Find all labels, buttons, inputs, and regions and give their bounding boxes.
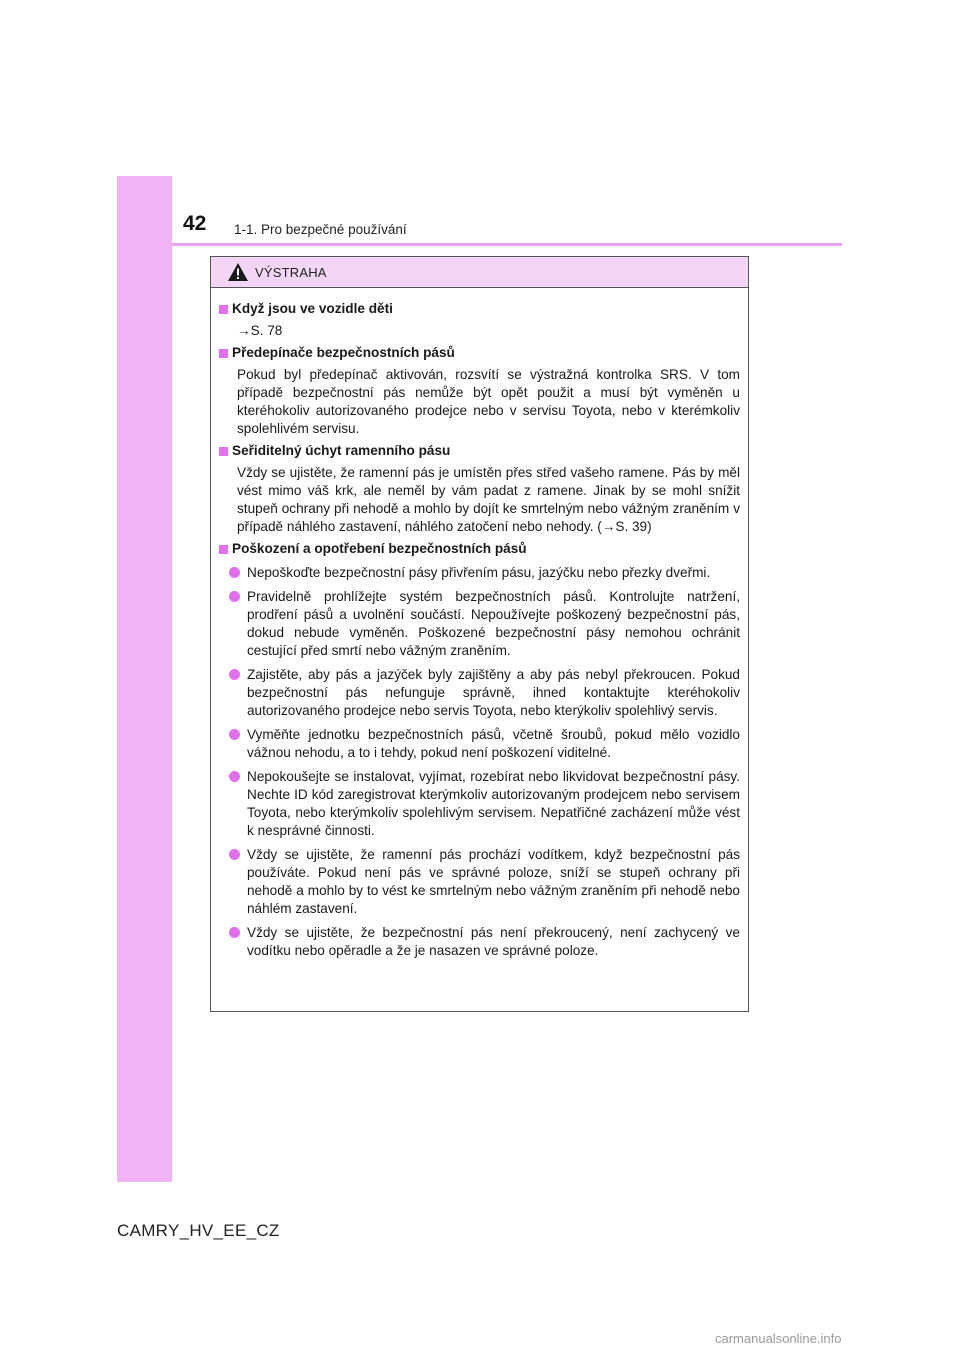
square-bullet-icon (219, 447, 228, 456)
list-item: Nepoškoďte bezpečnostní pásy přivřením pásu, jazýčku nebo přezky dveřmi. (229, 564, 740, 582)
warning-label: VÝSTRAHA (255, 265, 327, 280)
block-title-pretensioners: Předepínače bezpečnostních pásů (219, 344, 740, 362)
list-item: Pravidelně prohlížejte systém bezpečnostních pásů. Kontrolujte natržení, prodření pásů a uvolnění součástí. Nepoužívejte poškozený bezpečnostní pás, dokud nebude vyměněn. Poškozené bezpečnostní pásy nemohou ochránit cestující před smrtí nebo vážným zraněním. (229, 588, 740, 660)
page-reference: →S. 78 (237, 323, 283, 338)
paragraph-shoulder-anchor: Vždy se ujistěte, že ramenní pás je umístěn přes střed vašeho ramene. Pás by měl vést mimo váš krk, ale neměl by vám padat z ramene. Jinak by se mohl snížit stupeň ochrany při nehodě a mohlo by dojít ke smrtelným nebo vážným zraněním v případě náhlého zastavení, náhlého zatočení nebo nehody. (→S. 39) (237, 465, 740, 534)
square-bullet-icon (219, 305, 228, 314)
square-bullet-icon (219, 349, 228, 358)
document-code: CAMRY_HV_EE_CZ (117, 1221, 280, 1240)
round-bullet-icon (229, 669, 240, 680)
round-bullet-icon (229, 591, 240, 602)
warning-header (211, 257, 748, 288)
warning-body (211, 288, 748, 960)
warning-box (210, 256, 749, 1012)
paragraph-pretensioners: Pokud byl předepínač aktivován, rozsvítí se výstražná kontrolka SRS. V tom případě bezpečnostní pás nemůže být opět použit a musí být vyměněn u kteréhokoliv autorizovaného prodejce nebo v servisu Toyota, nebo v kterémkoliv spolehlivém servisu. (237, 367, 740, 436)
warning-triangle-icon (227, 262, 249, 282)
block-title-damage-wear: Poškození a opotřebení bezpečnostních pásů (219, 540, 740, 558)
list-item: Nepokoušejte se instalovat, vyjímat, rozebírat nebo likvidovat bezpečnostní pásy. Nechte ID kód zaregistrovat kterýmkoliv autorizovaným prodejcem nebo servisem Toyota, nebo kterýmkoliv spolehlivým servisem. Nepatřičné zacházení může vést k nesprávné činnosti. (229, 768, 740, 840)
round-bullet-icon (229, 567, 240, 578)
block-title-shoulder-anchor: Seřiditelný úchyt ramenního pásu (219, 442, 740, 460)
page-number: 42 (183, 212, 207, 235)
block-title-children: Když jsou ve vozidle děti (219, 300, 740, 318)
round-bullet-icon (229, 771, 240, 782)
round-bullet-icon (229, 849, 240, 860)
list-item: Vyměňte jednotku bezpečnostních pásů, včetně šroubů, pokud mělo vozidlo vážnou nehodu, a to i tehdy, pokud není poškození viditelné. (229, 726, 740, 762)
list-item: Vždy se ujistěte, že ramenní pás prochází vodítkem, když bezpečnostní pás používáte. Pokud není pás ve správné poloze, sníží se stupeň ochrany při nehodě a mohlo by to vést ke smrtelným nebo vážným zraněním při nehodě nebo náhlém zastavení. (229, 846, 740, 918)
list-item: Vždy se ujistěte, že bezpečnostní pás není překroucený, není zachycený ve vodítku nebo opěradle a že je nasazen ve správné poloze. (229, 924, 740, 960)
watermark: carmanualsonline.info (715, 1331, 842, 1346)
round-bullet-icon (229, 729, 240, 740)
list-item: Zajistěte, aby pás a jazýček byly zajištěny a aby pás nebyl překroucen. Pokud bezpečnostní pás nefunguje správně, ihned kontaktujte kteréhokoliv autorizovaného prodejce nebo servis Toyota, nebo kterýkoliv spolehlivý servis. (229, 666, 740, 720)
round-bullet-icon (229, 927, 240, 938)
square-bullet-icon (219, 545, 228, 554)
header-rule (172, 243, 842, 246)
section-title: 1-1. Pro bezpečné používání (234, 222, 407, 237)
side-tab-band (117, 176, 172, 1182)
